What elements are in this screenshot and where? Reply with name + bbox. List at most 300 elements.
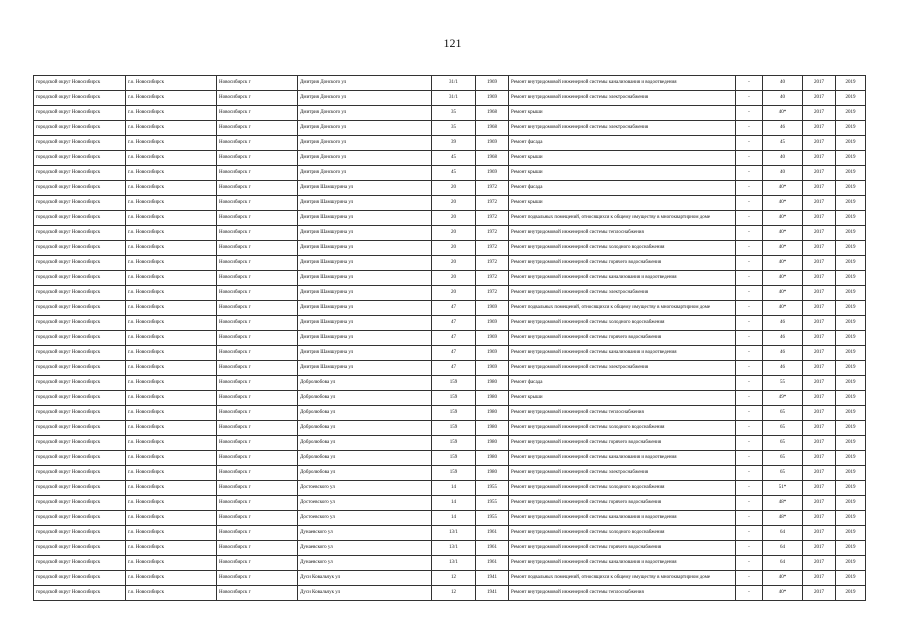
start-year-cell: 2017 — [803, 376, 836, 391]
start-year-cell: 2017 — [803, 106, 836, 121]
start-year-cell: 2017 — [803, 226, 836, 241]
start-year-cell: 2017 — [803, 286, 836, 301]
end-year-cell: 2019 — [836, 376, 866, 391]
wear-percent-cell: 40* — [763, 271, 803, 286]
start-year-cell: 2017 — [803, 91, 836, 106]
table-row — [34, 496, 866, 511]
street-cell: Дунаевского ул — [298, 556, 432, 571]
house-number-cell: 47 — [432, 331, 476, 346]
wear-percent-cell: 64 — [763, 526, 803, 541]
table-row — [34, 571, 866, 586]
year-built-cell: 1972 — [476, 271, 509, 286]
blank-cell: - — [736, 271, 763, 286]
city-cell: Новосибирск г — [217, 271, 298, 286]
table-row — [34, 586, 866, 601]
municipality-cell: городской округ Новосибирск — [34, 226, 126, 241]
end-year-cell: 2019 — [836, 211, 866, 226]
table-row — [34, 526, 866, 541]
municipality-cell: городской округ Новосибирск — [34, 316, 126, 331]
end-year-cell: 2019 — [836, 136, 866, 151]
city-cell: Новосибирск г — [217, 526, 298, 541]
municipality-cell: городской округ Новосибирск — [34, 286, 126, 301]
city-cell: Новосибирск г — [217, 286, 298, 301]
year-built-cell: 1955 — [476, 496, 509, 511]
blank-cell: - — [736, 331, 763, 346]
start-year-cell: 2017 — [803, 361, 836, 376]
year-built-cell: 1969 — [476, 361, 509, 376]
municipality-cell: городской округ Новосибирск — [34, 541, 126, 556]
city-cell: Новосибирск г — [217, 466, 298, 481]
blank-cell: - — [736, 211, 763, 226]
work-type-cell: Ремонт внутридомовой инженерной системы канализования и водоотведения — [509, 76, 736, 91]
year-built-cell: 1972 — [476, 181, 509, 196]
house-number-cell: 159 — [432, 421, 476, 436]
year-built-cell: 1972 — [476, 256, 509, 271]
table-row — [34, 91, 866, 106]
end-year-cell: 2019 — [836, 151, 866, 166]
table-row — [34, 376, 866, 391]
municipality-cell: городской округ Новосибирск — [34, 136, 126, 151]
work-type-cell: Ремонт фасада — [509, 181, 736, 196]
start-year-cell: 2017 — [803, 76, 836, 91]
year-built-cell: 1980 — [476, 391, 509, 406]
city-cell: Новосибирск г — [217, 181, 298, 196]
street-cell: Достоевского ул — [298, 481, 432, 496]
start-year-cell: 2017 — [803, 586, 836, 601]
work-type-cell: Ремонт внутридомовой инженерной системы горячего водоснабжения — [509, 256, 736, 271]
blank-cell: - — [736, 181, 763, 196]
street-cell: Дмитрия Донского ул — [298, 136, 432, 151]
work-type-cell: Ремонт крыши — [509, 166, 736, 181]
end-year-cell: 2019 — [836, 316, 866, 331]
wear-percent-cell: 51* — [763, 481, 803, 496]
table-row — [34, 256, 866, 271]
house-number-cell: 14 — [432, 481, 476, 496]
year-built-cell: 1961 — [476, 526, 509, 541]
municipality-cell: городской округ Новосибирск — [34, 271, 126, 286]
wear-percent-cell: 65 — [763, 466, 803, 481]
wear-percent-cell: 40* — [763, 241, 803, 256]
table-row — [34, 196, 866, 211]
street-cell: Дмитрия Шамшурина ул — [298, 211, 432, 226]
city-cell: Новосибирск г — [217, 76, 298, 91]
street-cell: Добролюбова ул — [298, 466, 432, 481]
wear-percent-cell: 40* — [763, 106, 803, 121]
year-built-cell: 1968 — [476, 151, 509, 166]
house-number-cell: 31/1 — [432, 76, 476, 91]
end-year-cell: 2019 — [836, 226, 866, 241]
district-cell: г.о. Новосибирск — [126, 541, 217, 556]
district-cell: г.о. Новосибирск — [126, 151, 217, 166]
house-number-cell: 20 — [432, 181, 476, 196]
city-cell: Новосибирск г — [217, 481, 298, 496]
district-cell: г.о. Новосибирск — [126, 286, 217, 301]
wear-percent-cell: 40* — [763, 571, 803, 586]
start-year-cell: 2017 — [803, 151, 836, 166]
table-row — [34, 331, 866, 346]
district-cell: г.о. Новосибирск — [126, 361, 217, 376]
street-cell: Дмитрия Шамшурина ул — [298, 271, 432, 286]
end-year-cell: 2019 — [836, 331, 866, 346]
work-type-cell: Ремонт внутридомовой инженерной системы горячего водоснабжения — [509, 436, 736, 451]
house-number-cell: 45 — [432, 166, 476, 181]
wear-percent-cell: 46 — [763, 331, 803, 346]
district-cell: г.о. Новосибирск — [126, 466, 217, 481]
wear-percent-cell: 40* — [763, 196, 803, 211]
year-built-cell: 1980 — [476, 376, 509, 391]
city-cell: Новосибирск г — [217, 226, 298, 241]
table-row — [34, 136, 866, 151]
city-cell: Новосибирск г — [217, 496, 298, 511]
table-row — [34, 466, 866, 481]
work-type-cell: Ремонт внутридомовой инженерной системы электроснабжения — [509, 466, 736, 481]
wear-percent-cell: 46 — [763, 361, 803, 376]
city-cell: Новосибирск г — [217, 166, 298, 181]
wear-percent-cell: 65 — [763, 421, 803, 436]
table-row — [34, 421, 866, 436]
district-cell: г.о. Новосибирск — [126, 406, 217, 421]
year-built-cell: 1969 — [476, 91, 509, 106]
city-cell: Новосибирск г — [217, 331, 298, 346]
end-year-cell: 2019 — [836, 421, 866, 436]
table-row — [34, 76, 866, 91]
start-year-cell: 2017 — [803, 121, 836, 136]
capital-repair-table — [33, 75, 866, 601]
table-row — [34, 166, 866, 181]
blank-cell: - — [736, 466, 763, 481]
district-cell: г.о. Новосибирск — [126, 571, 217, 586]
wear-percent-cell: 40* — [763, 256, 803, 271]
table-row — [34, 391, 866, 406]
start-year-cell: 2017 — [803, 271, 836, 286]
table-row — [34, 541, 866, 556]
district-cell: г.о. Новосибирск — [126, 331, 217, 346]
wear-percent-cell: 40* — [763, 226, 803, 241]
end-year-cell: 2019 — [836, 301, 866, 316]
district-cell: г.о. Новосибирск — [126, 106, 217, 121]
start-year-cell: 2017 — [803, 466, 836, 481]
year-built-cell: 1969 — [476, 166, 509, 181]
blank-cell: - — [736, 541, 763, 556]
table-row — [34, 241, 866, 256]
wear-percent-cell: 40* — [763, 301, 803, 316]
year-built-cell: 1969 — [476, 331, 509, 346]
work-type-cell: Ремонт подвальных помещений, относящихся к общему имуществу в многоквартирном доме — [509, 211, 736, 226]
municipality-cell: городской округ Новосибирск — [34, 421, 126, 436]
table-row — [34, 301, 866, 316]
city-cell: Новосибирск г — [217, 316, 298, 331]
street-cell: Достоевского ул — [298, 496, 432, 511]
municipality-cell: городской округ Новосибирск — [34, 301, 126, 316]
year-built-cell: 1980 — [476, 466, 509, 481]
house-number-cell: 159 — [432, 376, 476, 391]
work-type-cell: Ремонт подвальных помещений, относящихся к общему имуществу в многоквартирном доме — [509, 571, 736, 586]
start-year-cell: 2017 — [803, 406, 836, 421]
street-cell: Добролюбова ул — [298, 406, 432, 421]
district-cell: г.о. Новосибирск — [126, 226, 217, 241]
district-cell: г.о. Новосибирск — [126, 436, 217, 451]
city-cell: Новосибирск г — [217, 511, 298, 526]
wear-percent-cell: 40 — [763, 166, 803, 181]
work-type-cell: Ремонт внутридомовой инженерной системы теплоснабжения — [509, 226, 736, 241]
end-year-cell: 2019 — [836, 526, 866, 541]
city-cell: Новосибирск г — [217, 571, 298, 586]
municipality-cell: городской округ Новосибирск — [34, 181, 126, 196]
municipality-cell: городской округ Новосибирск — [34, 106, 126, 121]
work-type-cell: Ремонт фасада — [509, 376, 736, 391]
district-cell: г.о. Новосибирск — [126, 451, 217, 466]
municipality-cell: городской округ Новосибирск — [34, 436, 126, 451]
street-cell: Дмитрия Шамшурина ул — [298, 181, 432, 196]
wear-percent-cell: 48* — [763, 511, 803, 526]
work-type-cell: Ремонт крыши — [509, 151, 736, 166]
street-cell: Дмитрия Донского ул — [298, 106, 432, 121]
blank-cell: - — [736, 361, 763, 376]
table-row — [34, 226, 866, 241]
street-cell: Дмитрия Шамшурина ул — [298, 241, 432, 256]
wear-percent-cell: 55 — [763, 376, 803, 391]
blank-cell: - — [736, 391, 763, 406]
start-year-cell: 2017 — [803, 331, 836, 346]
blank-cell: - — [736, 91, 763, 106]
house-number-cell: 12 — [432, 586, 476, 601]
municipality-cell: городской округ Новосибирск — [34, 586, 126, 601]
work-type-cell: Ремонт внутридомовой инженерной системы канализования и водоотведения — [509, 271, 736, 286]
work-type-cell: Ремонт внутридомовой инженерной системы теплоснабжения — [509, 406, 736, 421]
district-cell: г.о. Новосибирск — [126, 376, 217, 391]
street-cell: Дмитрия Шамшурина ул — [298, 256, 432, 271]
end-year-cell: 2019 — [836, 166, 866, 181]
street-cell: Достоевского ул — [298, 511, 432, 526]
city-cell: Новосибирск г — [217, 196, 298, 211]
wear-percent-cell: 40 — [763, 91, 803, 106]
street-cell: Добролюбова ул — [298, 376, 432, 391]
house-number-cell: 13/1 — [432, 541, 476, 556]
city-cell: Новосибирск г — [217, 376, 298, 391]
table-row — [34, 211, 866, 226]
district-cell: г.о. Новосибирск — [126, 316, 217, 331]
work-type-cell: Ремонт подвальных помещений, относящихся к общему имуществу в многоквартирном доме — [509, 301, 736, 316]
district-cell: г.о. Новосибирск — [126, 481, 217, 496]
district-cell: г.о. Новосибирск — [126, 241, 217, 256]
table-row — [34, 106, 866, 121]
start-year-cell: 2017 — [803, 481, 836, 496]
city-cell: Новосибирск г — [217, 361, 298, 376]
end-year-cell: 2019 — [836, 271, 866, 286]
city-cell: Новосибирск г — [217, 241, 298, 256]
house-number-cell: 20 — [432, 241, 476, 256]
district-cell: г.о. Новосибирск — [126, 346, 217, 361]
district-cell: г.о. Новосибирск — [126, 301, 217, 316]
wear-percent-cell: 65 — [763, 436, 803, 451]
district-cell: г.о. Новосибирск — [126, 91, 217, 106]
municipality-cell: городской округ Новосибирск — [34, 496, 126, 511]
street-cell: Дунаевского ул — [298, 526, 432, 541]
city-cell: Новосибирск г — [217, 301, 298, 316]
house-number-cell: 20 — [432, 256, 476, 271]
end-year-cell: 2019 — [836, 196, 866, 211]
work-type-cell: Ремонт внутридомовой инженерной системы канализования и водоотведения — [509, 346, 736, 361]
house-number-cell: 20 — [432, 211, 476, 226]
street-cell: Дмитрия Донского ул — [298, 91, 432, 106]
city-cell: Новосибирск г — [217, 391, 298, 406]
year-built-cell: 1969 — [476, 136, 509, 151]
blank-cell: - — [736, 196, 763, 211]
end-year-cell: 2019 — [836, 406, 866, 421]
house-number-cell: 13/1 — [432, 526, 476, 541]
house-number-cell: 47 — [432, 301, 476, 316]
district-cell: г.о. Новосибирск — [126, 526, 217, 541]
wear-percent-cell: 40* — [763, 286, 803, 301]
year-built-cell: 1972 — [476, 226, 509, 241]
district-cell: г.о. Новосибирск — [126, 391, 217, 406]
start-year-cell: 2017 — [803, 241, 836, 256]
street-cell: Дмитрия Шамшурина ул — [298, 361, 432, 376]
street-cell: Дуси Ковальчук ул — [298, 571, 432, 586]
municipality-cell: городской округ Новосибирск — [34, 256, 126, 271]
table-row — [34, 406, 866, 421]
year-built-cell: 1968 — [476, 121, 509, 136]
end-year-cell: 2019 — [836, 286, 866, 301]
house-number-cell: 13/1 — [432, 556, 476, 571]
end-year-cell: 2019 — [836, 91, 866, 106]
district-cell: г.о. Новосибирск — [126, 196, 217, 211]
district-cell: г.о. Новосибирск — [126, 211, 217, 226]
table-row — [34, 286, 866, 301]
table-row — [34, 511, 866, 526]
street-cell: Дунаевского ул — [298, 541, 432, 556]
wear-percent-cell: 65 — [763, 406, 803, 421]
house-number-cell: 20 — [432, 196, 476, 211]
start-year-cell: 2017 — [803, 571, 836, 586]
work-type-cell: Ремонт крыши — [509, 391, 736, 406]
blank-cell: - — [736, 376, 763, 391]
year-built-cell: 1961 — [476, 556, 509, 571]
city-cell: Новосибирск г — [217, 211, 298, 226]
house-number-cell: 12 — [432, 571, 476, 586]
house-number-cell: 35 — [432, 106, 476, 121]
house-number-cell: 20 — [432, 286, 476, 301]
year-built-cell: 1972 — [476, 286, 509, 301]
city-cell: Новосибирск г — [217, 346, 298, 361]
start-year-cell: 2017 — [803, 391, 836, 406]
blank-cell: - — [736, 286, 763, 301]
table-row — [34, 316, 866, 331]
district-cell: г.о. Новосибирск — [126, 421, 217, 436]
district-cell: г.о. Новосибирск — [126, 256, 217, 271]
district-cell: г.о. Новосибирск — [126, 166, 217, 181]
end-year-cell: 2019 — [836, 346, 866, 361]
city-cell: Новосибирск г — [217, 256, 298, 271]
city-cell: Новосибирск г — [217, 121, 298, 136]
municipality-cell: городской округ Новосибирск — [34, 196, 126, 211]
wear-percent-cell: 46 — [763, 316, 803, 331]
blank-cell: - — [736, 451, 763, 466]
blank-cell: - — [736, 256, 763, 271]
wear-percent-cell: 49* — [763, 391, 803, 406]
wear-percent-cell: 65 — [763, 451, 803, 466]
work-type-cell: Ремонт внутридомовой инженерной системы горячего водоснабжения — [509, 541, 736, 556]
municipality-cell: городской округ Новосибирск — [34, 451, 126, 466]
year-built-cell: 1955 — [476, 481, 509, 496]
district-cell: г.о. Новосибирск — [126, 76, 217, 91]
table-row — [34, 121, 866, 136]
wear-percent-cell: 40 — [763, 76, 803, 91]
work-type-cell: Ремонт внутридомовой инженерной системы горячего водоснабжения — [509, 496, 736, 511]
end-year-cell: 2019 — [836, 76, 866, 91]
year-built-cell: 1972 — [476, 211, 509, 226]
district-cell: г.о. Новосибирск — [126, 271, 217, 286]
blank-cell: - — [736, 136, 763, 151]
blank-cell: - — [736, 496, 763, 511]
start-year-cell: 2017 — [803, 556, 836, 571]
municipality-cell: городской округ Новосибирск — [34, 511, 126, 526]
municipality-cell: городской округ Новосибирск — [34, 406, 126, 421]
year-built-cell: 1955 — [476, 511, 509, 526]
municipality-cell: городской округ Новосибирск — [34, 391, 126, 406]
start-year-cell: 2017 — [803, 451, 836, 466]
end-year-cell: 2019 — [836, 181, 866, 196]
start-year-cell: 2017 — [803, 181, 836, 196]
start-year-cell: 2017 — [803, 421, 836, 436]
work-type-cell: Ремонт фасада — [509, 136, 736, 151]
city-cell: Новосибирск г — [217, 586, 298, 601]
blank-cell: - — [736, 346, 763, 361]
house-number-cell: 35 — [432, 121, 476, 136]
end-year-cell: 2019 — [836, 451, 866, 466]
end-year-cell: 2019 — [836, 361, 866, 376]
blank-cell: - — [736, 151, 763, 166]
end-year-cell: 2019 — [836, 106, 866, 121]
year-built-cell: 1969 — [476, 316, 509, 331]
year-built-cell: 1969 — [476, 301, 509, 316]
table-row — [34, 346, 866, 361]
year-built-cell: 1980 — [476, 421, 509, 436]
work-type-cell: Ремонт внутридомовой инженерной системы электроснабжения — [509, 286, 736, 301]
end-year-cell: 2019 — [836, 571, 866, 586]
end-year-cell: 2019 — [836, 556, 866, 571]
start-year-cell: 2017 — [803, 256, 836, 271]
work-type-cell: Ремонт внутридомовой инженерной системы канализования и водоотведения — [509, 511, 736, 526]
work-type-cell: Ремонт внутридомовой инженерной системы холодного водоснабжения — [509, 481, 736, 496]
blank-cell: - — [736, 166, 763, 181]
year-built-cell: 1941 — [476, 586, 509, 601]
start-year-cell: 2017 — [803, 196, 836, 211]
house-number-cell: 39 — [432, 136, 476, 151]
city-cell: Новосибирск г — [217, 151, 298, 166]
start-year-cell: 2017 — [803, 316, 836, 331]
street-cell: Дмитрия Донского ул — [298, 121, 432, 136]
street-cell: Дмитрия Шамшурина ул — [298, 346, 432, 361]
start-year-cell: 2017 — [803, 346, 836, 361]
city-cell: Новосибирск г — [217, 136, 298, 151]
street-cell: Добролюбова ул — [298, 391, 432, 406]
year-built-cell: 1980 — [476, 451, 509, 466]
municipality-cell: городской округ Новосибирск — [34, 76, 126, 91]
work-type-cell: Ремонт внутридомовой инженерной системы теплоснабжения — [509, 586, 736, 601]
municipality-cell: городской округ Новосибирск — [34, 556, 126, 571]
end-year-cell: 2019 — [836, 511, 866, 526]
year-built-cell: 1941 — [476, 571, 509, 586]
start-year-cell: 2017 — [803, 526, 836, 541]
work-type-cell: Ремонт внутридомовой инженерной системы электроснабжения — [509, 361, 736, 376]
blank-cell: - — [736, 526, 763, 541]
district-cell: г.о. Новосибирск — [126, 121, 217, 136]
street-cell: Дмитрия Шамшурина ул — [298, 301, 432, 316]
wear-percent-cell: 46 — [763, 346, 803, 361]
end-year-cell: 2019 — [836, 466, 866, 481]
municipality-cell: городской округ Новосибирск — [34, 211, 126, 226]
